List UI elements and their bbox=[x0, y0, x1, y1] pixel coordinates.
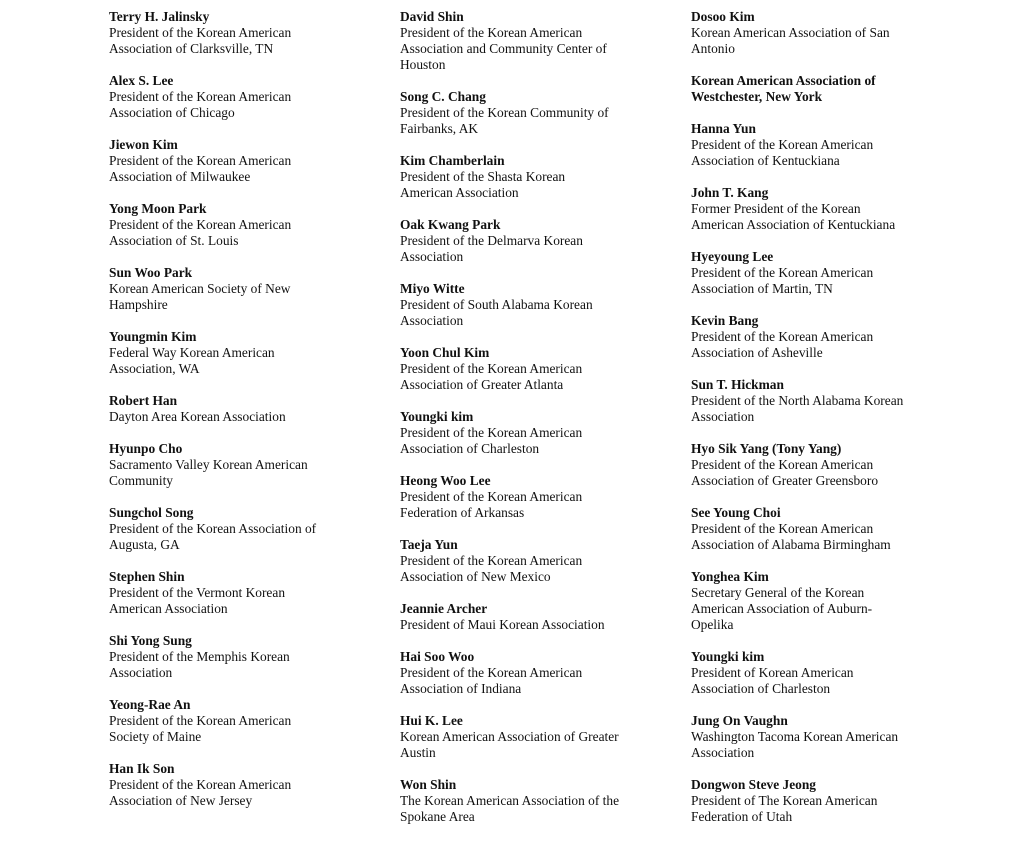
signatory-title-line: Federal Way Korean American bbox=[109, 345, 275, 360]
signatory-name: Hai Soo Woo bbox=[400, 649, 475, 664]
signatory-entry bbox=[400, 217, 675, 265]
signatory-entry bbox=[109, 137, 384, 185]
signatory-entry bbox=[109, 633, 384, 681]
signatory-name: Robert Han bbox=[109, 393, 178, 408]
signatory-name: Youngmin Kim bbox=[109, 329, 197, 344]
signatory-title-line: Federation of Utah bbox=[691, 809, 793, 824]
signatory-title-line: President of the Korean American bbox=[109, 777, 292, 792]
signatory-name: Sun Woo Park bbox=[109, 265, 193, 280]
signatory-title-line: President of the Korean American bbox=[691, 265, 874, 280]
signatory-title-line: President of the Korean American bbox=[400, 361, 583, 376]
signatory-title-line: President of the North Alabama Korean bbox=[691, 393, 904, 408]
signatory-title-line: Association of St. Louis bbox=[109, 233, 239, 248]
signatory-title-line: President of the Korean American bbox=[400, 25, 583, 40]
signatory-entry bbox=[691, 9, 966, 57]
signatory-title-line: Community bbox=[109, 473, 173, 488]
signatory-title-line: President of the Korean American bbox=[691, 521, 874, 536]
signatory-title-line: Society of Maine bbox=[109, 729, 202, 744]
signatory-title-line: President of the Korean American bbox=[109, 153, 292, 168]
signatory-title-line: Houston bbox=[400, 57, 446, 72]
signatory-title-line: Association bbox=[400, 313, 464, 328]
signatory-entry bbox=[400, 649, 675, 697]
signatory-title-line: Association of New Mexico bbox=[400, 569, 551, 584]
signatory-name: Hui K. Lee bbox=[400, 713, 463, 728]
signatory-name: See Young Choi bbox=[691, 505, 781, 520]
signatory-title-line: President of the Shasta Korean bbox=[400, 169, 566, 184]
signatory-entry bbox=[691, 249, 966, 297]
signatory-name: Heong Woo Lee bbox=[400, 473, 491, 488]
signatory-name: Stephen Shin bbox=[109, 569, 185, 584]
signatory-entry bbox=[109, 441, 384, 489]
signatory-name: Taeja Yun bbox=[400, 537, 458, 552]
signatory-title-line: Association bbox=[400, 249, 464, 264]
signatory-entry bbox=[400, 713, 675, 761]
signatory-title-line: President of the Korean Association of bbox=[109, 521, 317, 536]
signatory-title-line: Association of Milwaukee bbox=[109, 169, 251, 184]
signatory-title-line: Association of Charleston bbox=[400, 441, 540, 456]
signatory-entry bbox=[109, 569, 384, 617]
signatory-title-line: Association of Alabama Birmingham bbox=[691, 537, 891, 552]
signatory-title-line: Former President of the Korean bbox=[691, 201, 861, 216]
signatory-title-line: Washington Tacoma Korean American bbox=[691, 729, 899, 744]
signatory-title-line: President of the Korean American bbox=[691, 329, 874, 344]
signatory-entry bbox=[109, 393, 384, 425]
signatory-entry bbox=[400, 473, 675, 521]
signatory-entry bbox=[400, 409, 675, 457]
signatory-title-line: President of Maui Korean Association bbox=[400, 617, 605, 632]
signatory-name: Jung On Vaughn bbox=[691, 713, 788, 728]
signatory-column-3 bbox=[691, 9, 966, 841]
signatory-title-line: Korean American Association of San bbox=[691, 25, 890, 40]
signatory-title-line: President of the Korean American bbox=[400, 489, 583, 504]
signatory-entry bbox=[109, 761, 384, 809]
signatory-name: David Shin bbox=[400, 9, 464, 24]
signatory-title-line: President of the Korean Community of bbox=[400, 105, 609, 120]
signatory-title-line: President of South Alabama Korean bbox=[400, 297, 593, 312]
signatory-title-line: Dayton Area Korean Association bbox=[109, 409, 286, 424]
signatory-title-line: President of Korean American bbox=[691, 665, 854, 680]
signatory-entry bbox=[691, 777, 966, 825]
signatory-title-line: Association, WA bbox=[109, 361, 200, 376]
signatory-title-line: Spokane Area bbox=[400, 809, 475, 824]
signatory-name: Korean American Association of bbox=[691, 73, 876, 88]
signatory-entry bbox=[400, 537, 675, 585]
signatory-title-line: Association of Greater Atlanta bbox=[400, 377, 564, 392]
signatory-title-line: Antonio bbox=[691, 41, 735, 56]
signatory-title-line: Korean American Association of Greater bbox=[400, 729, 619, 744]
signatory-name: Sungchol Song bbox=[109, 505, 194, 520]
signatory-title-line: President of the Vermont Korean bbox=[109, 585, 286, 600]
signatory-entry bbox=[691, 73, 966, 105]
signatory-entry bbox=[109, 697, 384, 745]
signatory-title-line: Association bbox=[691, 409, 755, 424]
signatory-title-line: President of the Korean American bbox=[109, 713, 292, 728]
signatory-name: Oak Kwang Park bbox=[400, 217, 501, 232]
signatory-title-line: Association of Martin, TN bbox=[691, 281, 833, 296]
signatory-name: Jiewon Kim bbox=[109, 137, 178, 152]
signatory-title-line: Association of Kentuckiana bbox=[691, 153, 840, 168]
signatory-title-line: Association of Asheville bbox=[691, 345, 823, 360]
signatory-entry bbox=[400, 9, 675, 73]
signatory-title-line: President of The Korean American bbox=[691, 793, 878, 808]
signatory-title-line: Fairbanks, AK bbox=[400, 121, 479, 136]
signatory-title-line: President of the Korean American bbox=[691, 457, 874, 472]
signatory-title-line: Association bbox=[691, 745, 755, 760]
signatory-title-line: Augusta, GA bbox=[109, 537, 180, 552]
signatory-entry bbox=[109, 329, 384, 377]
signatory-name: Terry H. Jalinsky bbox=[109, 9, 210, 24]
signatory-entry bbox=[691, 569, 966, 633]
signatory-name: Song C. Chang bbox=[400, 89, 486, 104]
signatory-name-continued: Westchester, New York bbox=[691, 89, 823, 104]
signatory-name: Kevin Bang bbox=[691, 313, 759, 328]
signatory-entry bbox=[109, 201, 384, 249]
signatory-entry bbox=[400, 153, 675, 201]
signatory-entry bbox=[109, 265, 384, 313]
signatory-title-line: President of the Memphis Korean bbox=[109, 649, 290, 664]
signatory-name: Miyo Witte bbox=[400, 281, 465, 296]
signatory-name: Yeong-Rae An bbox=[109, 697, 191, 712]
signatory-name: Won Shin bbox=[400, 777, 457, 792]
signatory-name: Youngki kim bbox=[691, 649, 765, 664]
signatory-title-line: Association of Chicago bbox=[109, 105, 235, 120]
signatory-title-line: President of the Korean American bbox=[691, 137, 874, 152]
signatory-title-line: President of the Korean American bbox=[400, 665, 583, 680]
signatory-name: Shi Yong Sung bbox=[109, 633, 192, 648]
signatory-entry bbox=[400, 281, 675, 329]
signatory-name: Sun T. Hickman bbox=[691, 377, 784, 392]
signatory-name: Hyunpo Cho bbox=[109, 441, 183, 456]
signatory-title-line: Association of Indiana bbox=[400, 681, 522, 696]
signatory-entry bbox=[691, 185, 966, 233]
signatory-title-line: President of the Delmarva Korean bbox=[400, 233, 583, 248]
signatory-entry bbox=[400, 89, 675, 137]
signatory-name: Han Ik Son bbox=[109, 761, 175, 776]
signatory-title-line: Secretary General of the Korean bbox=[691, 585, 865, 600]
signatory-entry bbox=[109, 505, 384, 553]
signatory-name: Youngki kim bbox=[400, 409, 474, 424]
signatory-name: Alex S. Lee bbox=[109, 73, 174, 88]
signatory-title-line: Association of New Jersey bbox=[109, 793, 253, 808]
signatory-title-line: The Korean American Association of the bbox=[400, 793, 620, 808]
signatory-title-line: Opelika bbox=[691, 617, 734, 632]
signatory-name: Jeannie Archer bbox=[400, 601, 488, 616]
signatory-name: Kim Chamberlain bbox=[400, 153, 505, 168]
signatory-title-line: American Association of Auburn- bbox=[691, 601, 873, 616]
signatory-name: Hyeyoung Lee bbox=[691, 249, 774, 264]
signatory-name: Yong Moon Park bbox=[109, 201, 207, 216]
signatory-column-1 bbox=[109, 9, 384, 825]
signatory-entry bbox=[691, 377, 966, 425]
signatory-title-line: American Association bbox=[109, 601, 228, 616]
signatory-entry bbox=[691, 313, 966, 361]
signatory-entry bbox=[400, 345, 675, 393]
signatory-title-line: Association and Community Center of bbox=[400, 41, 607, 56]
signatory-title-line: President of the Korean American bbox=[400, 425, 583, 440]
signatory-name: John T. Kang bbox=[691, 185, 769, 200]
signatory-title-line: Hampshire bbox=[109, 297, 168, 312]
signatory-entry bbox=[109, 73, 384, 121]
signatory-name: Dosoo Kim bbox=[691, 9, 755, 24]
signatory-title-line: American Association bbox=[400, 185, 519, 200]
signatory-title-line: Sacramento Valley Korean American bbox=[109, 457, 308, 472]
signatory-title-line: Korean American Society of New bbox=[109, 281, 291, 296]
signatory-entry bbox=[691, 121, 966, 169]
signatory-title-line: President of the Korean American bbox=[109, 217, 292, 232]
signatory-entry bbox=[109, 9, 384, 57]
signatory-entry bbox=[400, 777, 675, 825]
signatory-title-line: Association of Greater Greensboro bbox=[691, 473, 879, 488]
signatory-name: Dongwon Steve Jeong bbox=[691, 777, 816, 792]
signatory-title-line: President of the Korean American bbox=[109, 25, 292, 40]
signatory-title-line: President of the Korean American bbox=[109, 89, 292, 104]
signatory-entry bbox=[400, 601, 675, 633]
signatory-title-line: Association of Charleston bbox=[691, 681, 831, 696]
signatory-title-line: Association of Clarksville, TN bbox=[109, 41, 274, 56]
signatory-column-2 bbox=[400, 9, 675, 841]
signatory-title-line: President of the Korean American bbox=[400, 553, 583, 568]
signatory-entry bbox=[691, 505, 966, 553]
signatory-name: Hanna Yun bbox=[691, 121, 756, 136]
signatory-name: Yonghea Kim bbox=[691, 569, 769, 584]
signatory-name: Yoon Chul Kim bbox=[400, 345, 490, 360]
signatory-title-line: American Association of Kentuckiana bbox=[691, 217, 896, 232]
signatory-name: Hyo Sik Yang (Tony Yang) bbox=[691, 441, 842, 456]
signatory-entry bbox=[691, 713, 966, 761]
signatory-title-line: Association bbox=[109, 665, 173, 680]
signatory-title-line: Federation of Arkansas bbox=[400, 505, 525, 520]
signatory-entry bbox=[691, 649, 966, 697]
signatory-title-line: Austin bbox=[400, 745, 436, 760]
signatory-entry bbox=[691, 441, 966, 489]
